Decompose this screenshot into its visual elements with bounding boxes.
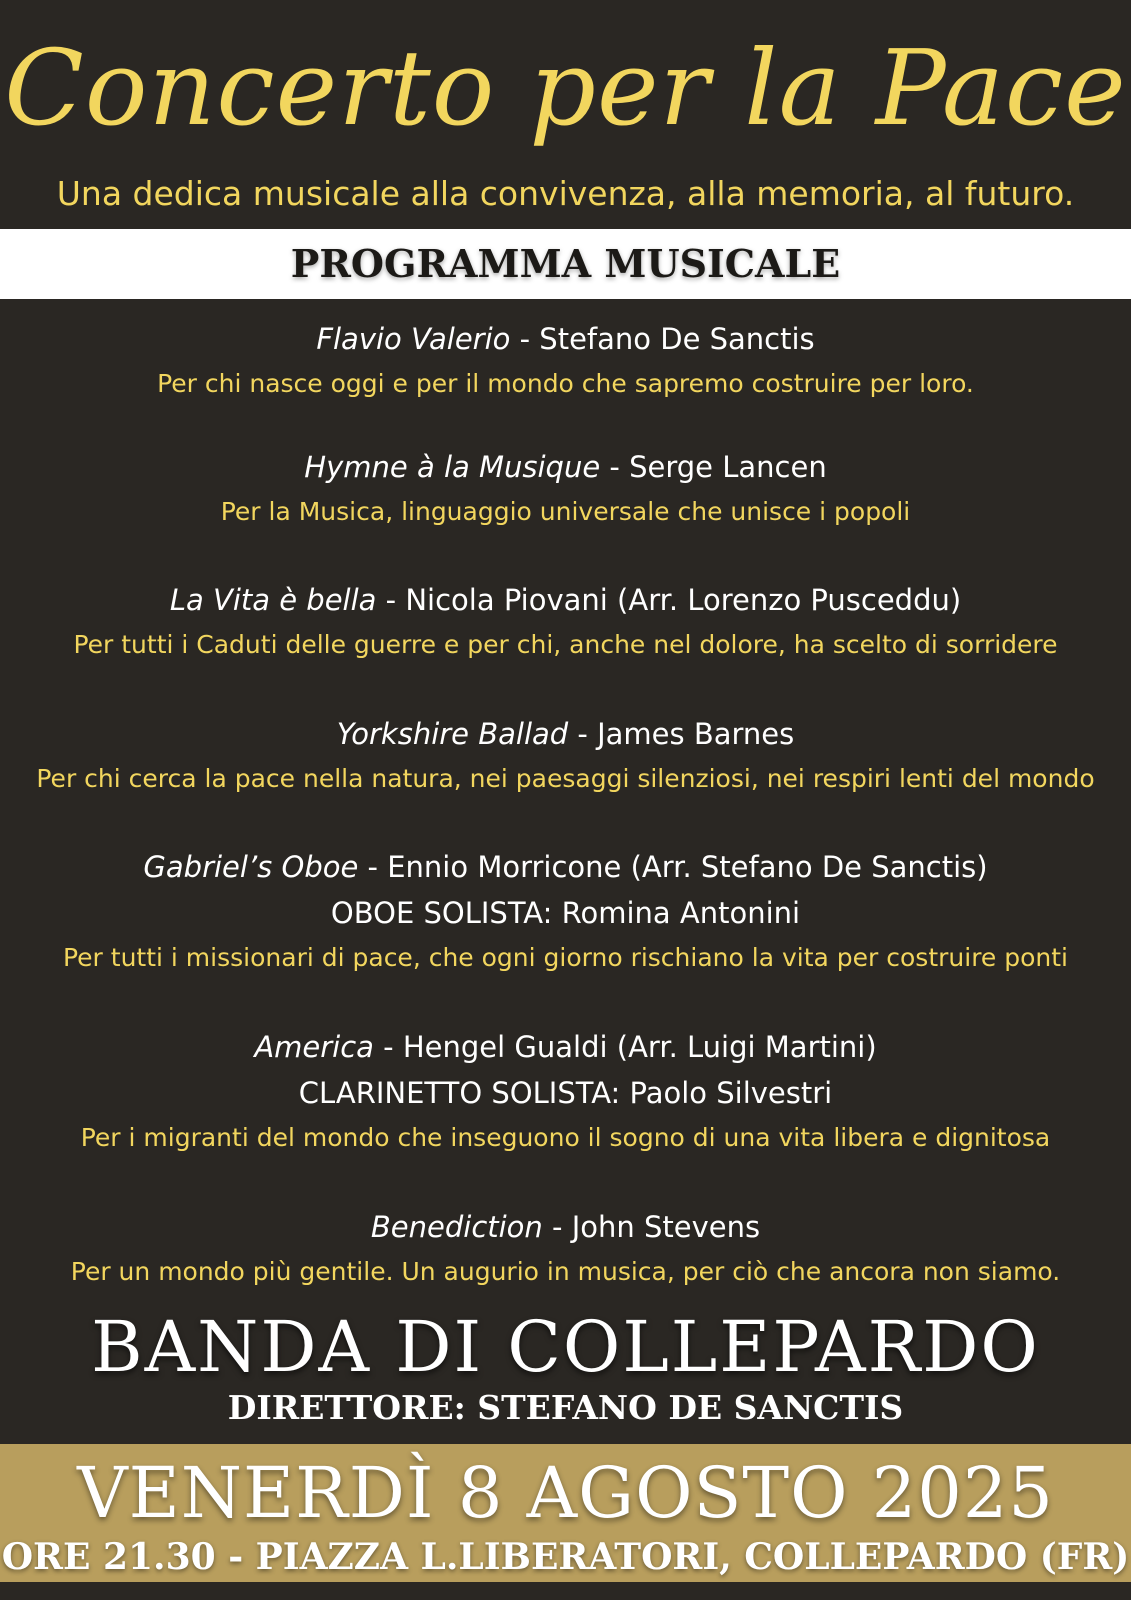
piece-dedication: Per chi cerca la pace nella natura, nei paesaggi silenziosi, nei respiri lenti del mondo bbox=[36, 764, 1095, 793]
piece-dedication: Per la Musica, linguaggio universale che unisce i popoli bbox=[220, 497, 911, 526]
piece-soloist: CLARINETTO SOLISTA: Paolo Silvestri bbox=[298, 1076, 833, 1110]
program-heading-band bbox=[0, 229, 1131, 299]
piece-line bbox=[0, 1204, 1131, 1250]
concert-subtitle: Una dedica musicale alla convivenza, alla memoria, al futuro. bbox=[56, 174, 1075, 213]
piece-dedication: Per tutti i Caduti delle guerre e per chi, anche nel dolore, ha scelto di sorridere bbox=[73, 630, 1058, 659]
piece-soloist: OBOE SOLISTA: Romina Antonini bbox=[330, 896, 801, 930]
piece-title: Flavio Valerio bbox=[316, 322, 511, 356]
band-name: BANDA DI COLLEPARDO bbox=[91, 1306, 1040, 1388]
piece-composer: - Ennio Morricone (Arr. Stefano De Sanctis) bbox=[358, 850, 988, 884]
bottom-strip bbox=[0, 1582, 1131, 1600]
piece-composer: - James Barnes bbox=[568, 717, 795, 751]
piece-dedication: Per chi nasce oggi e per il mondo che sapremo costruire per loro. bbox=[157, 369, 974, 398]
program-item bbox=[0, 444, 1131, 534]
piece-line bbox=[0, 1024, 1131, 1070]
piece-composer: - Nicola Piovani (Arr. Lorenzo Pusceddu) bbox=[376, 583, 962, 617]
program-item bbox=[0, 316, 1131, 406]
piece-title: Yorkshire Ballad bbox=[336, 717, 569, 751]
piece-dedication: Per i migranti del mondo che inseguono il sogno di una vita libera e dignitosa bbox=[80, 1123, 1051, 1152]
program-item bbox=[0, 1024, 1131, 1160]
piece-title: Hymne à la Musique bbox=[304, 450, 601, 484]
piece-line bbox=[0, 844, 1131, 890]
piece-composer: - John Stevens bbox=[542, 1210, 761, 1244]
piece-line bbox=[0, 316, 1131, 362]
piece-title: America bbox=[254, 1030, 374, 1064]
piece-line bbox=[0, 711, 1131, 757]
program-item bbox=[0, 1204, 1131, 1294]
program-item bbox=[0, 577, 1131, 667]
piece-composer: - Hengel Gualdi (Arr. Luigi Martini) bbox=[373, 1030, 877, 1064]
piece-title: Gabriel’s Oboe bbox=[143, 850, 359, 884]
piece-title: La Vita è bella bbox=[169, 583, 377, 617]
piece-line bbox=[0, 444, 1131, 490]
piece-dedication: Per tutti i missionari di pace, che ogni giorno rischiano la vita per costruire ponti bbox=[62, 943, 1069, 972]
band-director: DIRETTORE: STEFANO DE SANCTIS bbox=[227, 1388, 904, 1427]
piece-composer: - Serge Lancen bbox=[600, 450, 827, 484]
event-time-place: ORE 21.30 - PIAZZA L.LIBERATORI, COLLEPARDO (FR) bbox=[1, 1536, 1130, 1578]
concert-title: Concerto per la Pace bbox=[4, 27, 1127, 149]
piece-title: Benediction bbox=[370, 1210, 543, 1244]
event-date: VENERDÌ 8 AGOSTO 2025 bbox=[77, 1452, 1054, 1534]
piece-dedication: Per un mondo più gentile. Un augurio in musica, per ciò che ancora non siamo. bbox=[70, 1257, 1061, 1286]
piece-line bbox=[0, 577, 1131, 623]
piece-composer: - Stefano De Sanctis bbox=[510, 322, 815, 356]
program-item bbox=[0, 844, 1131, 980]
program-heading: PROGRAMMA MUSICALE bbox=[290, 241, 841, 286]
program-item bbox=[0, 711, 1131, 801]
